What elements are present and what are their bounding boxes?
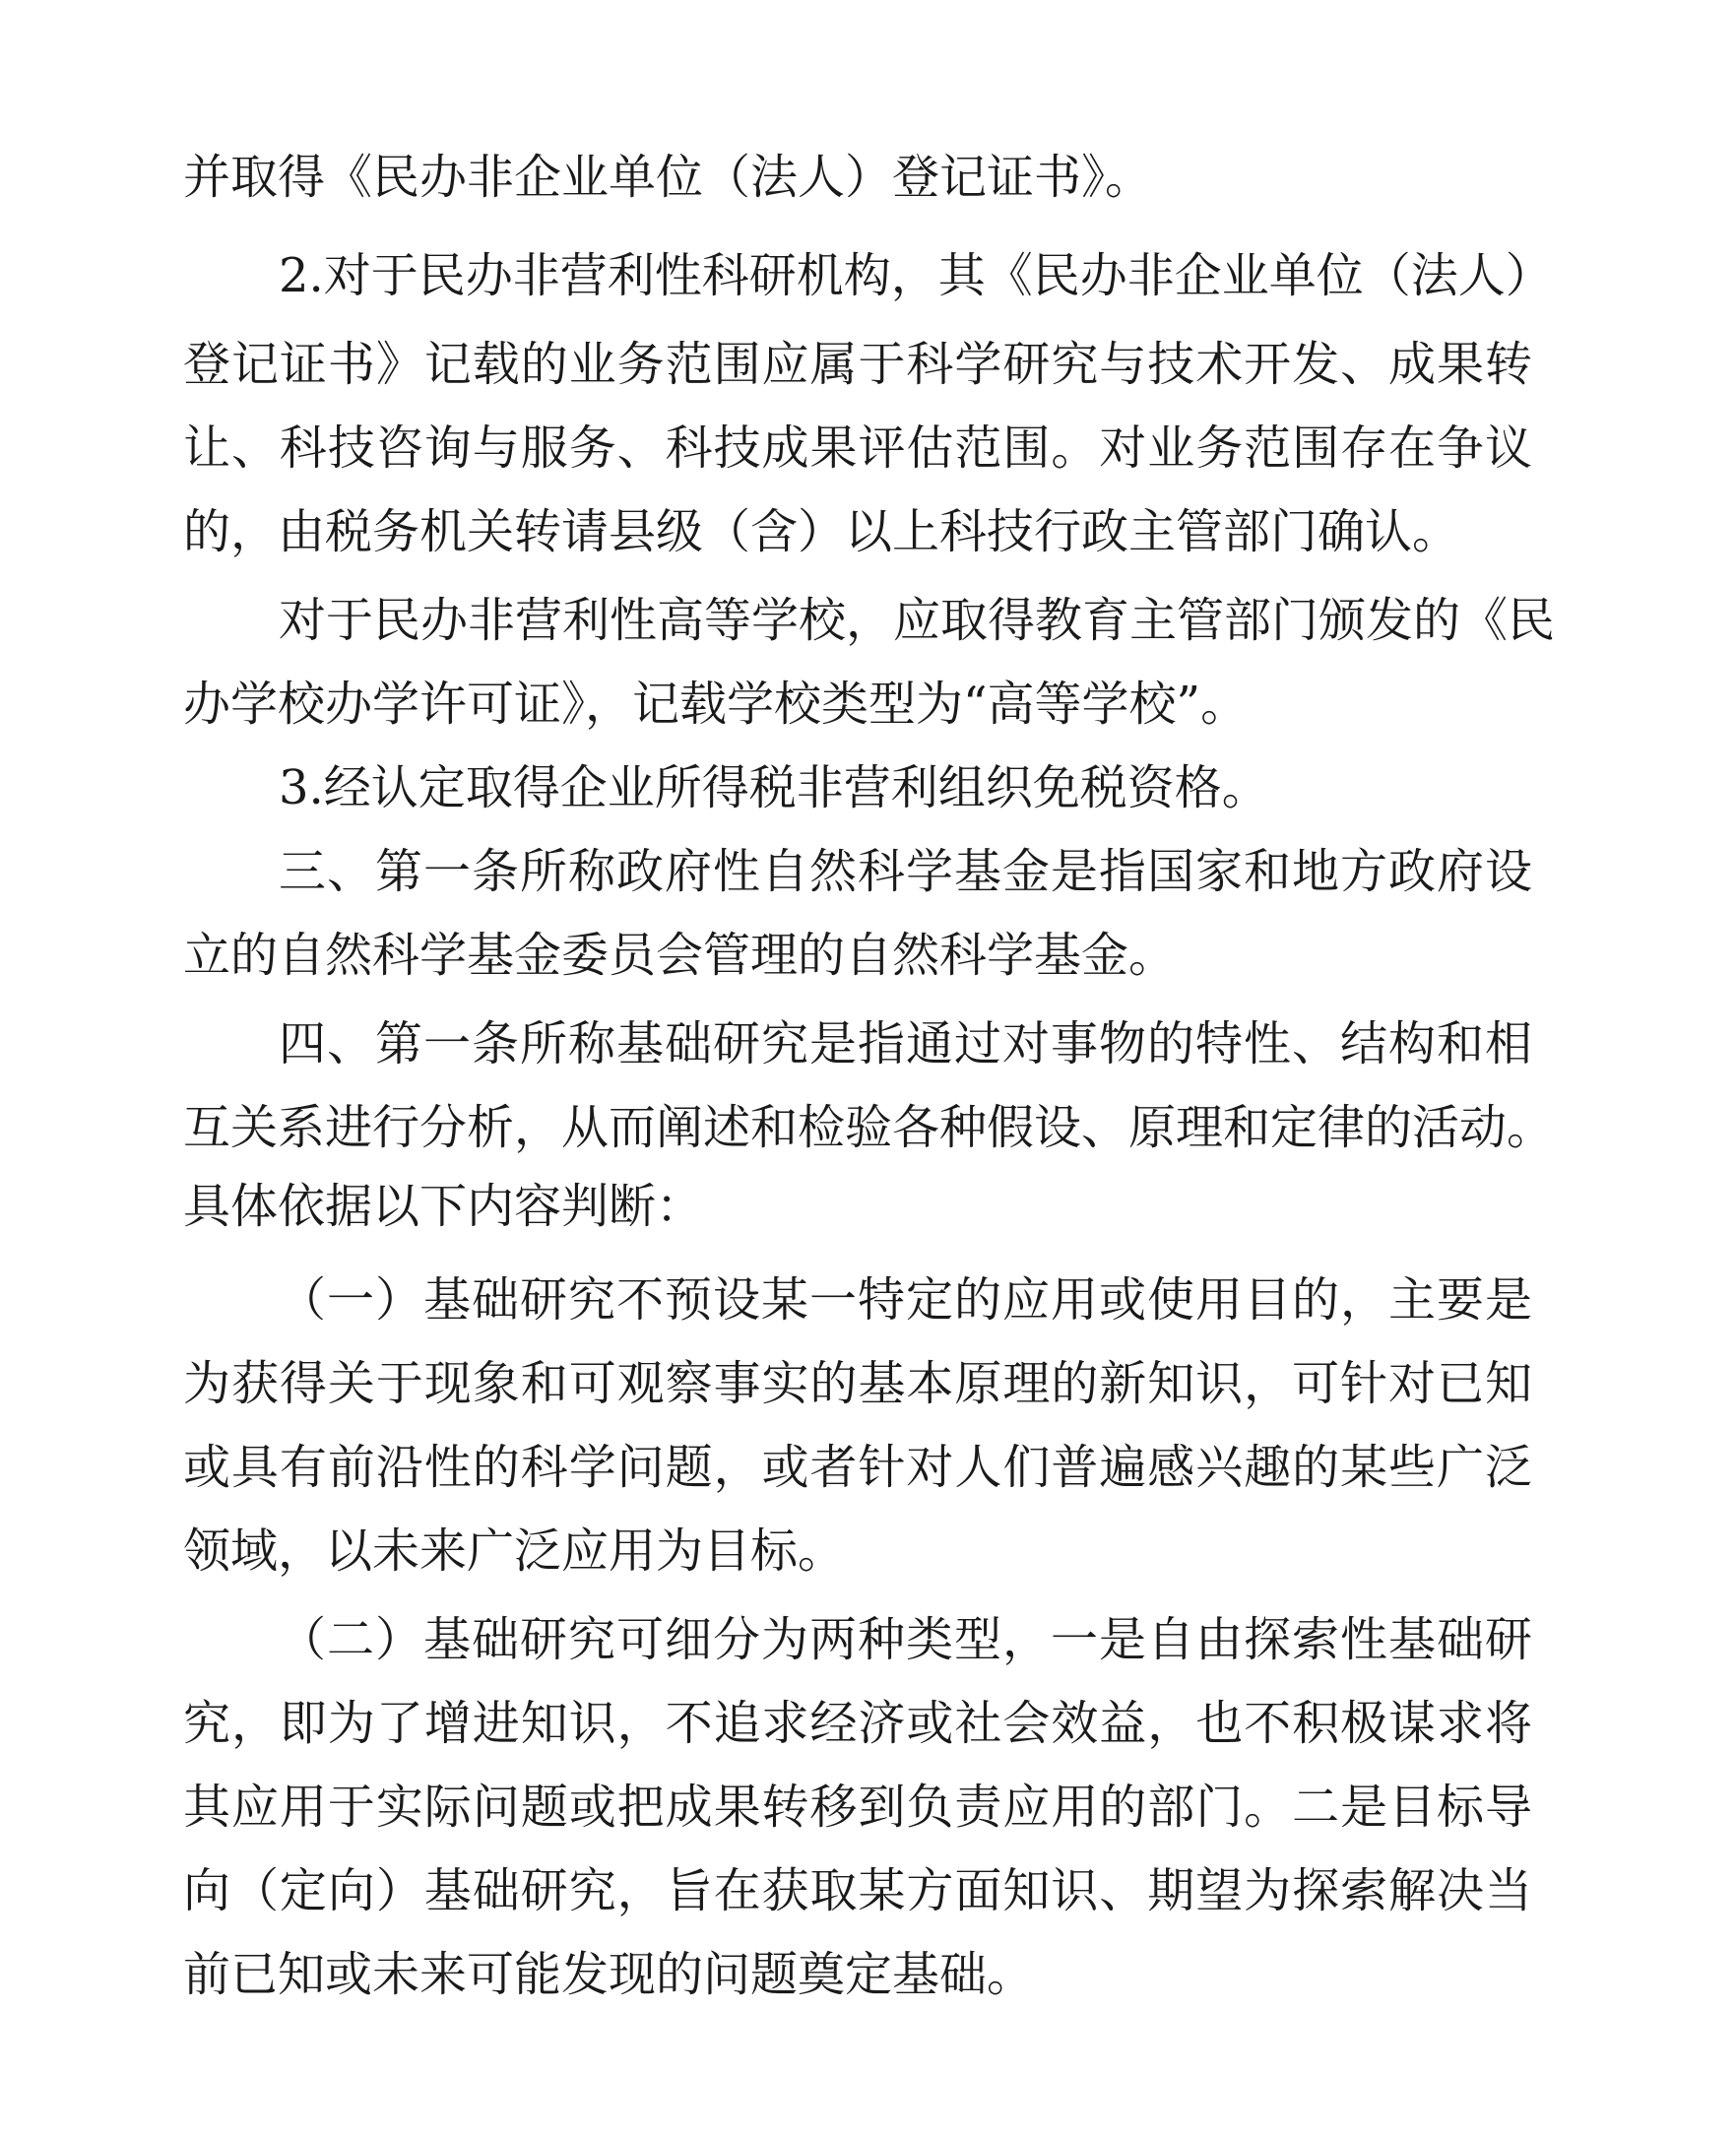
text-line: 3.经认定取得企业所得税非营利组织免税资格。 bbox=[279, 760, 1269, 815]
text-line: 其应用于实际问题或把成果转移到负责应用的部门。二是目标导 bbox=[183, 1780, 1532, 1835]
text-line: 或具有前沿性的科学问题，或者针对人们普遍感兴趣的某些广泛 bbox=[183, 1440, 1532, 1495]
text-line: 互关系进行分析，从而阐述和检验各种假设、原理和定律的活动。 bbox=[183, 1100, 1555, 1155]
text-line: 领域，以未来广泛应用为目标。 bbox=[183, 1523, 846, 1579]
text-line: 为获得关于现象和可观察事实的基本原理的新知识，可针对已知 bbox=[183, 1356, 1532, 1411]
text-line: 2.对于民办非营利性科研机构，其《民办非企业单位（法人） bbox=[279, 248, 1553, 303]
text-line: 对于民办非营利性高等学校，应取得教育主管部门颁发的《民 bbox=[279, 593, 1556, 648]
text-line: 并取得《民办非企业单位（法人）登记证书》。 bbox=[183, 150, 1153, 205]
text-line: 立的自然科学基金委员会管理的自然科学基金。 bbox=[183, 928, 1177, 983]
text-line: 究，即为了增进知识，不追求经济或社会效益，也不积极谋求将 bbox=[183, 1696, 1532, 1751]
text-line: 具体依据以下内容判断： bbox=[183, 1179, 704, 1234]
text-line: 办学校办学许可证》，记载学校类型为“高等学校”。 bbox=[183, 677, 1249, 732]
text-line: 三、第一条所称政府性自然科学基金是指国家和地方政府设 bbox=[279, 844, 1532, 899]
text-line: 向（定向）基础研究，旨在获取某方面知识、期望为探索解决当 bbox=[183, 1863, 1532, 1918]
text-line: 四、第一条所称基础研究是指通过对事物的特性、结构和相 bbox=[279, 1016, 1532, 1071]
text-line: 的，由税务机关转请县级（含）以上科技行政主管部门确认。 bbox=[183, 504, 1460, 559]
text-line: 让、科技咨询与服务、科技成果评估范围。对业务范围存在争议 bbox=[183, 421, 1532, 476]
text-line: （二）基础研究可细分为两种类型，一是自由探索性基础研 bbox=[279, 1612, 1532, 1667]
text-line: （一）基础研究不预设某一特定的应用或使用目的，主要是 bbox=[279, 1272, 1532, 1328]
text-line: 前已知或未来可能发现的问题奠定基础。 bbox=[183, 1947, 1035, 2002]
text-line: 登记证书》记载的业务范围应属于科学研究与技术开发、成果转 bbox=[183, 337, 1532, 392]
